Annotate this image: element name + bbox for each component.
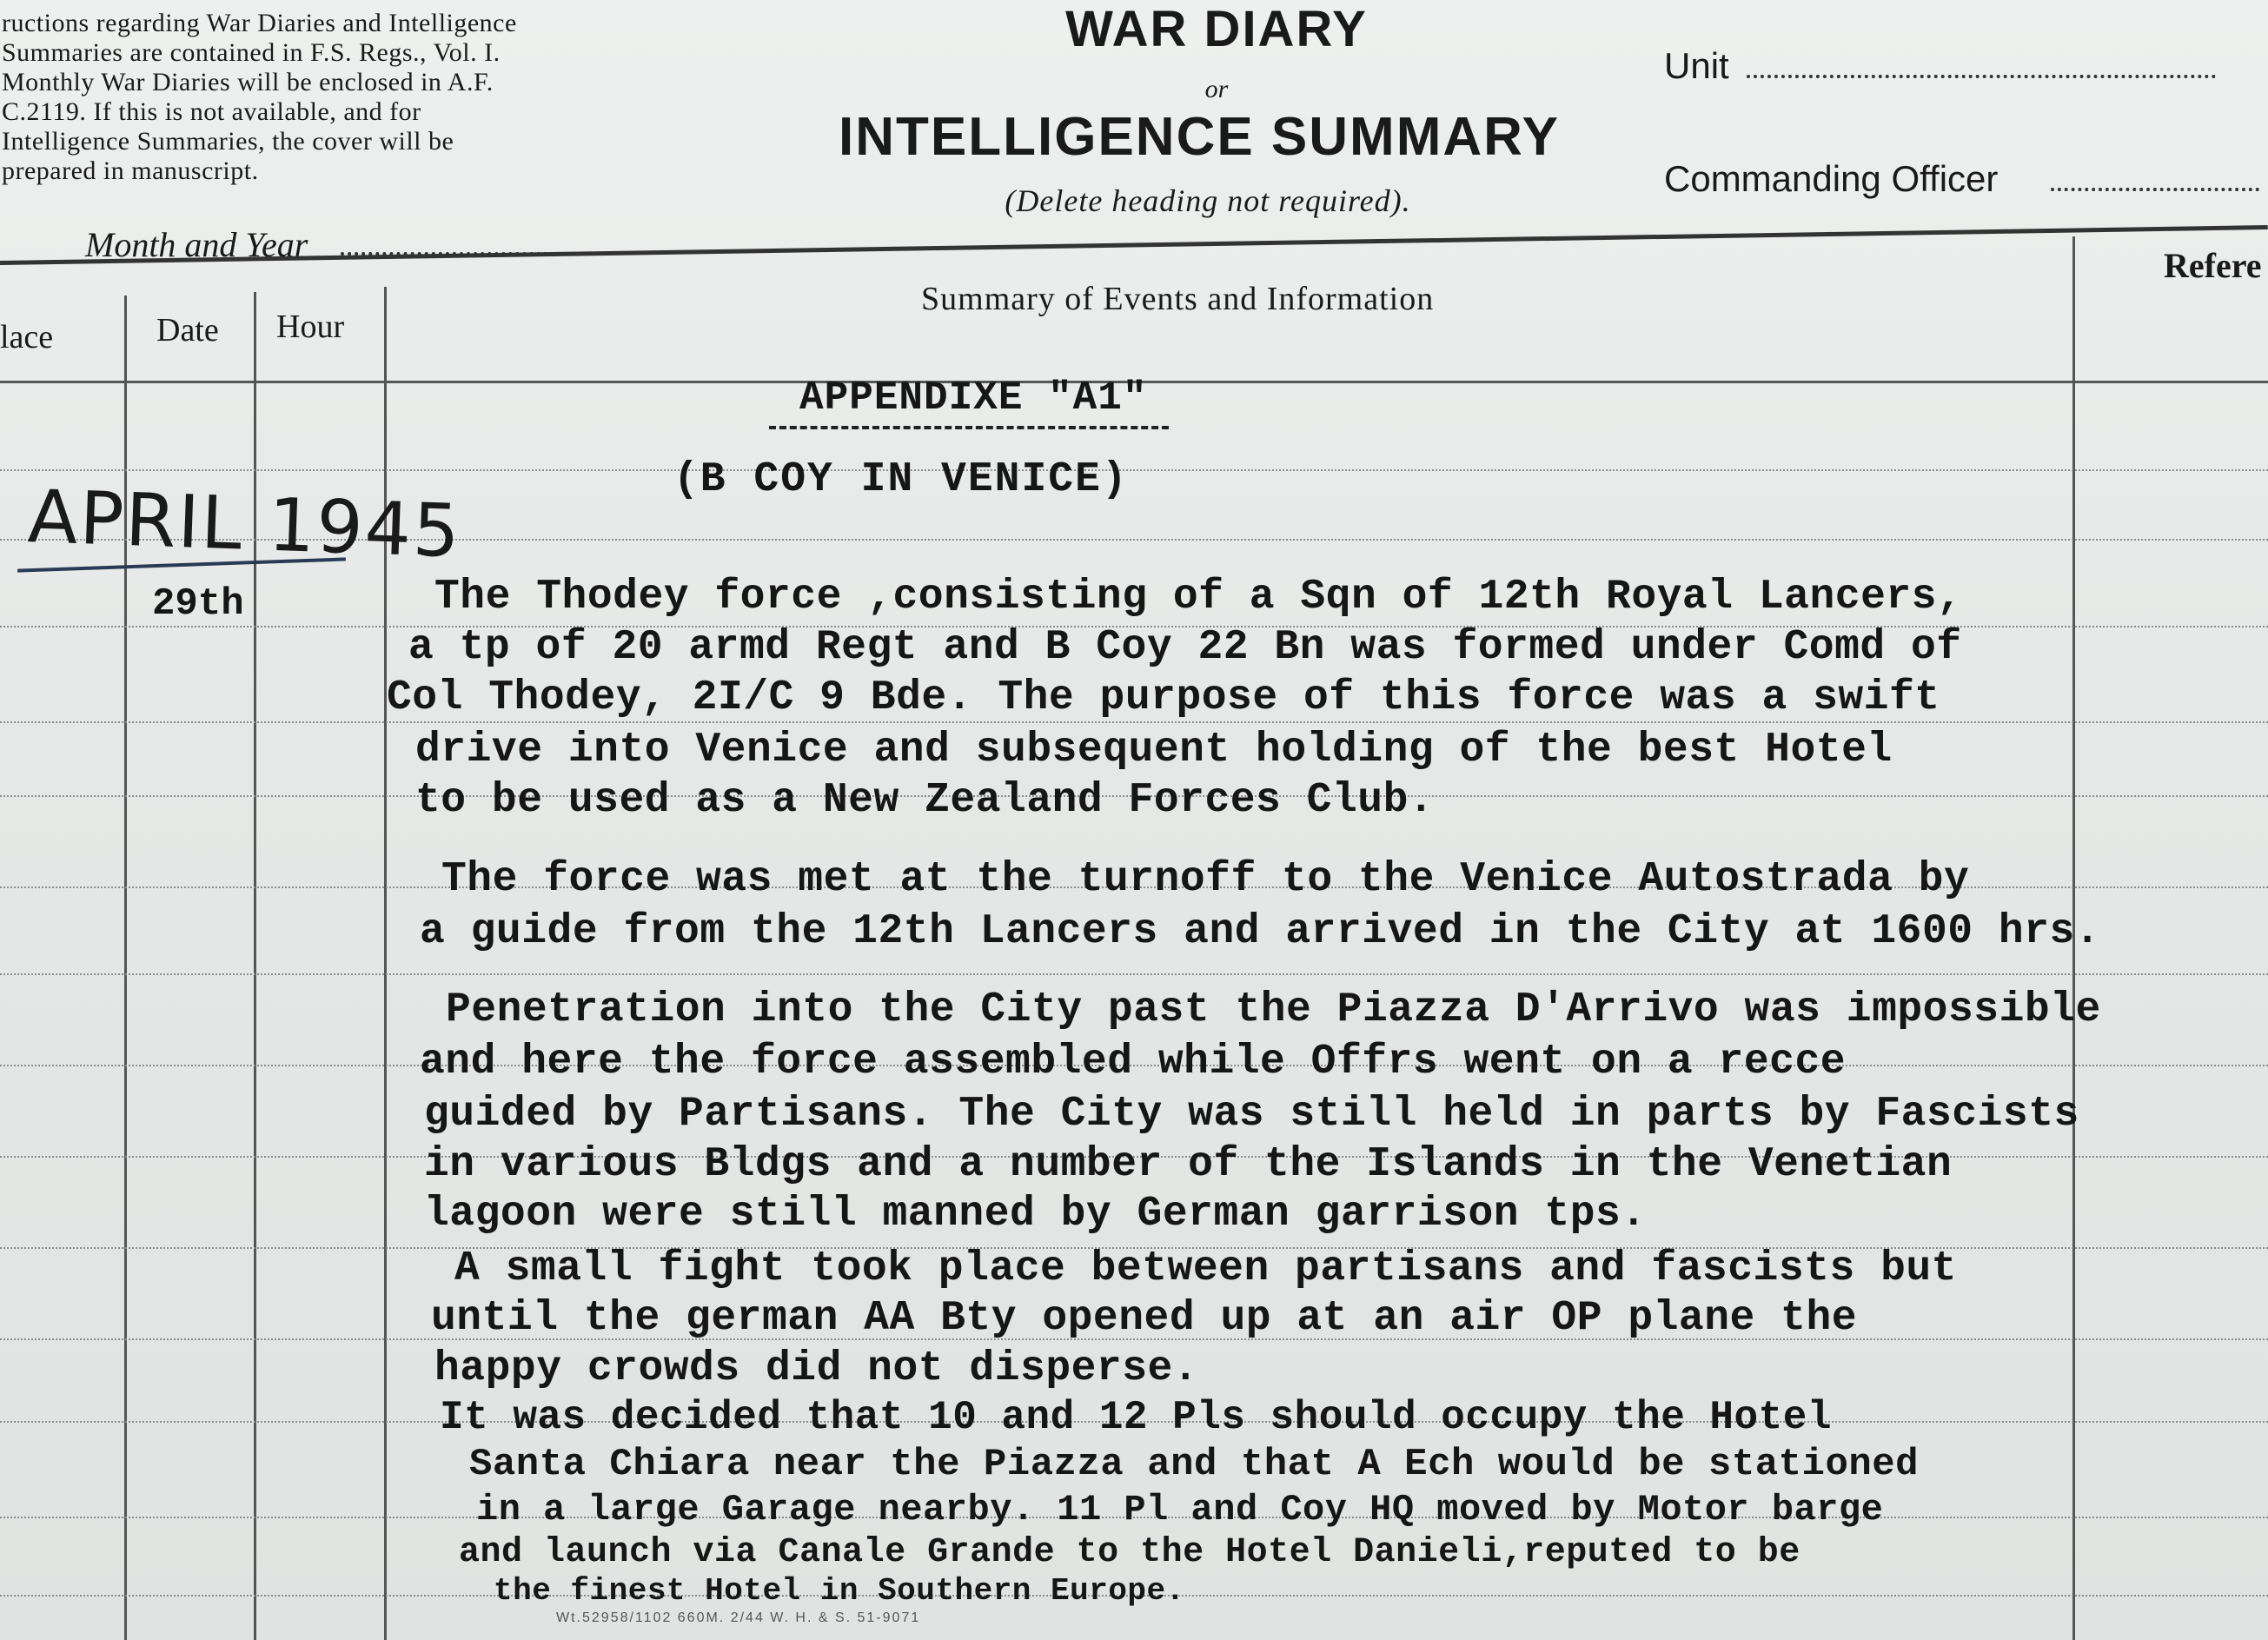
column-header-date: Date [156, 312, 219, 349]
instruction-line: Intelligence Summaries, the cover will be [2, 127, 454, 156]
entry-date: 29th [152, 582, 244, 626]
instruction-line: prepared in manuscript. [2, 156, 259, 185]
summary-line: a tp of 20 armd Regt and B Coy 22 Bn was formed under Comd of [408, 624, 1962, 671]
ruled-line [0, 721, 2268, 723]
instructions-text [2, 9, 655, 186]
column-header-references: Refere [2164, 246, 2262, 285]
summary-line: and here the force assembled while Offrs went on a recce [420, 1039, 1847, 1086]
commanding-officer-label: Commanding Officer [1664, 158, 1999, 199]
summary-line: in a large Garage nearby. 11 Pl and Coy HQ moved by Motor barge [476, 1489, 1884, 1530]
summary-line: and launch via Canale Grande to the Hotel Danieli,reputed to be [459, 1533, 1800, 1572]
table-top-rule [0, 225, 2268, 265]
summary-line: the finest Hotel in Southern Europe. [494, 1573, 1185, 1609]
delete-heading-note: (Delete heading not required). [1005, 183, 1411, 218]
form-subtitle: INTELLIGENCE SUMMARY [839, 107, 1560, 167]
appendix-underline [769, 426, 1169, 429]
column-header-summary: Summary of Events and Information [921, 281, 1435, 317]
form-or: or [1204, 75, 1229, 103]
instruction-line: ructions regarding War Diaries and Intelligence [2, 9, 517, 37]
summary-line: It was decided that 10 and 12 Pls should occupy the Hotel [440, 1395, 1832, 1440]
instruction-line: Monthly War Diaries will be enclosed in A.F. [2, 68, 494, 96]
summary-line: drive into Venice and subsequent holding of the best Hotel [415, 727, 1893, 774]
form-title: WAR DIARY [1065, 1, 1368, 57]
appendix-title: APPENDIXE "A1" [799, 375, 1148, 421]
summary-line: guided by Partisans. The City was still held in parts by Fascists [424, 1091, 2079, 1138]
column-header-hour: Hour [276, 309, 345, 345]
summary-line: Penetration into the City past the Piazza D'Arrivo was impossible [446, 986, 2101, 1033]
appendix-subtitle: (B COY IN VENICE) [673, 456, 1129, 503]
summary-line: a guide from the 12th Lancers and arrived in the City at 1600 hrs. [420, 908, 2101, 955]
instruction-line: Summaries are contained in F.S. Regs., Vol. I. [2, 38, 501, 67]
summary-line: to be used as a New Zealand Forces Club. [415, 777, 1435, 824]
summary-line: happy crowds did not disperse. [434, 1345, 1199, 1392]
summary-line: in various Bldgs and a number of the Islands in the Venetian [424, 1141, 1953, 1188]
instruction-line: C.2119. If this is not available, and for [2, 97, 421, 126]
summary-line: A small fight took place between partisans and fascists but [454, 1245, 1957, 1292]
unit-label: Unit [1664, 45, 1729, 86]
column-header-place: lace [0, 319, 54, 355]
summary-line: until the german AA Bty opened up at an air OP plane the [431, 1295, 1858, 1342]
summary-line: Col Thodey, 2I/C 9 Bde. The purpose of this force was a swift [387, 674, 1940, 721]
month-year-label: Month and Year [85, 225, 308, 264]
summary-line: lagoon were still manned by German garrison tps. [424, 1191, 1647, 1238]
handwritten-date: APRIL 1945 [26, 474, 463, 574]
summary-line: The force was met at the turnoff to the Venice Autostrada by [441, 856, 1970, 903]
commanding-officer-field-dots [2051, 188, 2259, 191]
printer-imprint: Wt.52958/1102 660M. 2/44 W. H. & S. 51-9071 [556, 1610, 921, 1625]
summary-line: Santa Chiara near the Piazza and that A Ech would be stationed [469, 1443, 1920, 1486]
ruled-line [0, 973, 2268, 975]
summary-line: The Thodey force ,consisting of a Sqn of 12th Royal Lancers, [434, 574, 1963, 621]
ruled-line [0, 469, 2268, 471]
unit-field-dots [1747, 75, 2216, 78]
